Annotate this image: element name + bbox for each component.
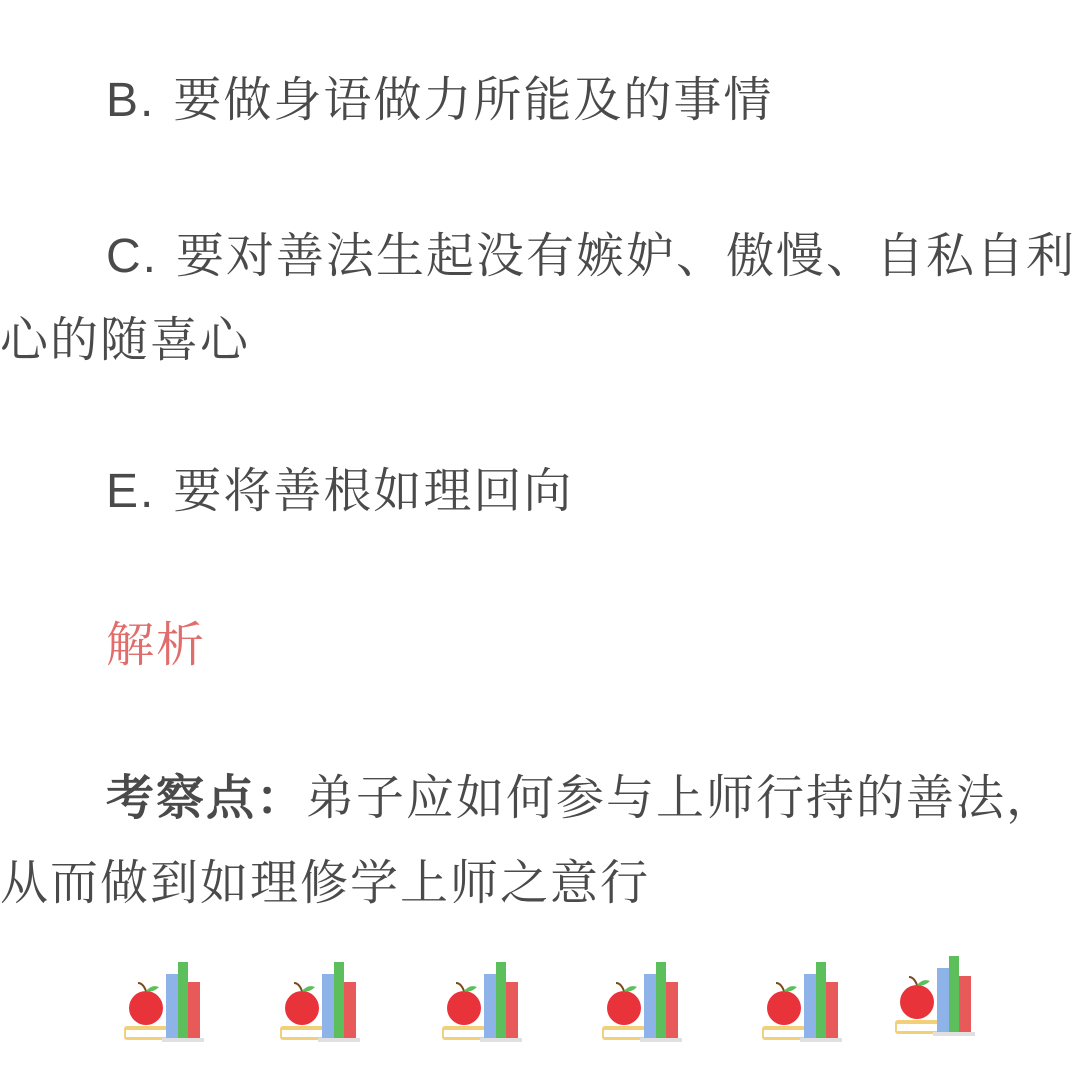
apple-books-icon	[760, 960, 850, 1052]
apple-books-icon	[600, 960, 690, 1052]
analysis-heading: 解析	[106, 617, 207, 673]
analysis-continuation: 从而做到如理修学上师之意行	[0, 855, 651, 911]
option-e	[0, 463, 573, 520]
analysis-label: 考察点：	[106, 770, 307, 826]
apple-books-icon	[440, 960, 530, 1052]
decorative-icon-row	[0, 960, 1080, 1060]
apple-books-icon	[122, 960, 212, 1052]
analysis-text: 弟子应如何参与上师行持的善法，	[306, 770, 1057, 826]
option-b	[0, 72, 773, 129]
option-c-continuation: 心的随喜心	[0, 312, 251, 368]
option-text: 要对善法生起没有嫉妒、傲慢、自私自利	[176, 228, 1077, 284]
option-letter: C.	[106, 230, 158, 283]
option-letter: E.	[106, 465, 156, 518]
option-text: 要做身语做力所能及的事情	[173, 72, 774, 128]
analysis-paragraph	[0, 770, 1056, 826]
option-c	[0, 228, 1076, 285]
apple-books-icon	[893, 954, 983, 1046]
option-letter: B.	[106, 74, 156, 127]
apple-books-icon	[278, 960, 368, 1052]
option-text: 要将善根如理回向	[173, 463, 574, 519]
